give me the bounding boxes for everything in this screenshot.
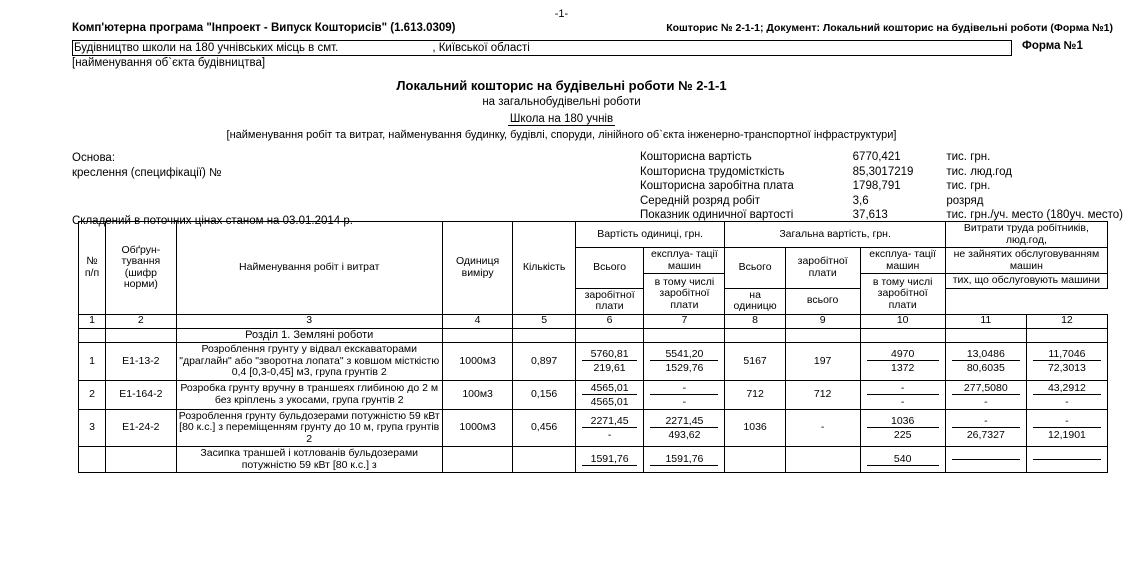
value-lower: - [900, 395, 905, 408]
value-upper: 13,0486 [952, 348, 1020, 361]
table-row[interactable] [79, 447, 1108, 473]
value-upper: 4970 [867, 348, 939, 361]
row-unit-cost-total [575, 380, 644, 409]
col-number: 9 [785, 314, 860, 328]
group-header-unit-cost: Вартість одиниці, грн. [575, 222, 725, 248]
row-unit: 1000м3 [442, 409, 513, 447]
row-basis-code: Е1-24-2 [106, 409, 177, 447]
col-header-tc-mach-sub: в тому числі заробітної плати [860, 274, 945, 315]
summary-value: 37,613 [852, 209, 888, 221]
value-upper: 540 [867, 453, 939, 466]
value-lower: 26,7327 [966, 428, 1005, 441]
value-upper: 43,2912 [1033, 382, 1101, 395]
col-header-tc-total: Всього [725, 248, 785, 289]
table-group-header-row [79, 222, 1108, 248]
row-unit-cost-machines [644, 409, 725, 447]
table-section-row [79, 328, 1108, 343]
value-upper: 2271,45 [650, 415, 718, 428]
col-header-uc-total-sub: заробітної плати [575, 288, 644, 314]
basis-and-summary [0, 151, 1123, 227]
summary-value: 6770,421 [852, 151, 901, 163]
object-name-part1: Будівництво школи на 180 учнівських місць в смт. [74, 42, 339, 54]
row-labor-total [1026, 343, 1107, 381]
value-upper: - [1033, 415, 1101, 428]
row-description: Розробка грунту вручну в траншеях глибиною до 2 м без кріплень з укосами, група грунтів 2 [176, 380, 442, 409]
col-header-qty: Кількість [513, 222, 575, 315]
value-upper: 11,7046 [1033, 348, 1101, 361]
section-cell-6 [575, 328, 644, 343]
object-name-part2: , Київської області [432, 42, 530, 54]
row-no [79, 447, 106, 473]
row-labor-per-unit [945, 447, 1026, 473]
value-lower: - [984, 395, 988, 408]
section-cell-qty [513, 328, 575, 343]
summary-label: Кошторисна вартість [640, 151, 752, 163]
row-unit-cost-machines [644, 343, 725, 381]
summary-label: Кошторисна заробітна плата [640, 180, 794, 192]
estimate-table [78, 221, 1108, 473]
col-header-labor-total: всього [785, 288, 860, 314]
row-total-cost-machines [860, 380, 945, 409]
value-lower: 225 [893, 428, 912, 441]
section-cell-8 [725, 328, 785, 343]
page-title: Локальний кошторис на будівельні роботи № 2-1-1 [396, 78, 727, 93]
summary-label: Кошторисна трудомісткість [640, 165, 785, 178]
row-quantity: 0,156 [513, 380, 575, 409]
summary-unit: тис. люд.год [946, 165, 1012, 178]
title-caption: [найменування робіт та витрат, найменування будинку, будівлі, споруди, лінійного об`єкта інженерно-транспортної інфраструктури] [226, 129, 897, 141]
value-upper: 1591,76 [650, 453, 718, 466]
row-total-cost-wage: 197 [785, 343, 860, 381]
row-unit: 1000м3 [442, 343, 513, 381]
row-quantity: 0,456 [513, 409, 575, 447]
value-upper: 1036 [867, 415, 939, 428]
row-description: Розроблення грунту бульдозерами потужністю 59 кВт [80 к.с.] з переміщенням грунту до 10 м, група грунтів 2 [176, 409, 442, 447]
row-no: 1 [79, 343, 106, 381]
summary-unit: тис. грн./уч. место (180уч. место) [946, 209, 1123, 221]
col-header-name: Найменування робіт і витрат [176, 222, 442, 315]
object-name-caption: [найменування об`єкта будівництва] [72, 57, 266, 69]
summary-value: 1798,791 [852, 180, 901, 192]
value-lower: 219,61 [593, 362, 626, 375]
title-object [0, 112, 1123, 127]
value-upper: 277,5080 [952, 382, 1020, 395]
value-lower [582, 466, 638, 467]
row-total-cost-total: 712 [725, 380, 785, 409]
col-number: 7 [644, 314, 725, 328]
col-header-tc-wage: заробітної плати [785, 248, 860, 289]
col-number: 12 [1026, 314, 1107, 328]
row-basis-code: Е1-13-2 [106, 343, 177, 381]
row-labor-total [1026, 380, 1107, 409]
value-upper: 1591,76 [582, 453, 638, 466]
table-row[interactable] [79, 380, 1108, 409]
program-title-line: Комп'ютерна програма "Інпроект - Випуск Кошторисів" (1.613.0309) [72, 22, 456, 34]
value-lower: - [1065, 395, 1069, 408]
row-total-cost-wage: - [785, 409, 860, 447]
value-upper: 4565,01 [582, 382, 638, 395]
title-subtitle: на загальнобудівельні роботи [482, 96, 641, 108]
col-header-uc-mach: експлуа- тації машин [644, 248, 725, 274]
row-total-cost-wage [785, 447, 860, 473]
col-number: 1 [79, 314, 106, 328]
value-upper: 5541,20 [650, 348, 718, 361]
row-labor-per-unit [945, 409, 1026, 447]
value-upper: - [650, 382, 718, 395]
row-labor-per-unit [945, 380, 1026, 409]
col-header-uc-total: Всього [575, 248, 644, 289]
value-lower: 4565,01 [590, 395, 629, 408]
section-cell-7 [644, 328, 725, 343]
row-no: 2 [79, 380, 106, 409]
basis-label: Основа: [72, 152, 116, 164]
value-lower: 493,62 [668, 428, 701, 441]
value-lower [867, 466, 939, 467]
value-lower: 72,3013 [1047, 362, 1086, 375]
value-lower [650, 466, 718, 467]
summary-value: 85,3017219 [852, 165, 914, 178]
col-number: 10 [860, 314, 945, 328]
section-cell-9 [785, 328, 860, 343]
basis-drawing-line: креслення (специфікації) № [72, 167, 222, 179]
row-description: Розроблення грунту у відвал екскаваторами "драглайн" або "зворотна лопата" з ковшом місткістю 0,4 [0,3-0,45] м3, група грунтів 2 [176, 343, 442, 381]
summary-label: Показник одиничної вартості [640, 209, 794, 221]
top-header-bar [0, 0, 1123, 36]
value-lower: 1372 [890, 362, 915, 375]
row-quantity [513, 447, 575, 473]
table-column-number-row [79, 314, 1108, 328]
value-upper: - [867, 382, 939, 395]
summary-label: Середній розряд робіт [640, 194, 761, 207]
value-lower: 1529,76 [665, 362, 704, 375]
section-cell-10 [860, 328, 945, 343]
value-upper: 5760,81 [582, 348, 638, 361]
col-header-uc-mach-sub: в тому числі заробітної плати [644, 274, 725, 315]
col-number: 2 [106, 314, 177, 328]
summary-unit: тис. грн. [946, 151, 991, 163]
col-number: 5 [513, 314, 575, 328]
row-total-cost-machines [860, 409, 945, 447]
col-header-labor-not-serving: не зайнятих обслуговуванням машин [945, 248, 1107, 274]
summary-row [640, 180, 1123, 195]
table-row[interactable] [79, 409, 1108, 447]
row-no: 3 [79, 409, 106, 447]
col-number: 6 [575, 314, 644, 328]
value-lower: 12,1901 [1047, 428, 1086, 441]
row-unit-cost-total [575, 409, 644, 447]
group-header-total-cost: Загальна вартість, грн. [725, 222, 945, 248]
col-header-no: № п/п [79, 222, 106, 315]
group-header-labor: Витрати труда робітників, люд.год, [945, 222, 1107, 248]
col-header-basis: Обґрун- тування (шифр норми) [106, 222, 177, 315]
value-upper: - [952, 415, 1020, 428]
row-unit-cost-machines [644, 447, 725, 473]
section-cell-basis [106, 328, 177, 343]
summary-unit: розряд [946, 194, 984, 207]
title-block [0, 78, 1123, 143]
row-unit-cost-total [575, 343, 644, 381]
table-row[interactable] [79, 343, 1108, 381]
row-total-cost-machines [860, 343, 945, 381]
summary-row [640, 195, 1123, 210]
value-lower: - [607, 428, 612, 441]
col-number: 4 [442, 314, 513, 328]
summary-row [640, 166, 1123, 181]
col-header-labor-serving: тих, що обслуговують машини [945, 274, 1107, 289]
page-number: -1- [554, 8, 569, 20]
summary-block [640, 151, 1123, 224]
row-total-cost-machines [860, 447, 945, 473]
value-lower: 80,6035 [966, 362, 1005, 375]
section-title: Розділ 1. Земляні роботи [176, 328, 442, 343]
summary-table [640, 151, 1123, 224]
col-header-unit: Одиниця виміру [442, 222, 513, 315]
col-number: 3 [176, 314, 442, 328]
section-cell-no [79, 328, 106, 343]
section-cell-unit [442, 328, 513, 343]
row-basis-code: Е1-164-2 [106, 380, 177, 409]
row-total-cost-total: 1036 [725, 409, 785, 447]
summary-row [640, 151, 1123, 166]
row-labor-per-unit [945, 343, 1026, 381]
title-object-text: Школа на 180 учнів [509, 113, 614, 125]
row-labor-total [1026, 409, 1107, 447]
row-unit-cost-machines [644, 380, 725, 409]
value-lower [1033, 460, 1101, 461]
col-number: 8 [725, 314, 785, 328]
row-quantity: 0,897 [513, 343, 575, 381]
summary-value: 3,6 [852, 194, 869, 207]
estimate-table-wrapper [78, 221, 1108, 473]
section-cell-12 [1026, 328, 1107, 343]
col-header-tc-mach: експлуа- тації машин [860, 248, 945, 274]
row-total-cost-total: 5167 [725, 343, 785, 381]
summary-unit: тис. грн. [946, 180, 991, 192]
object-name-block [0, 40, 1123, 72]
row-unit-cost-total [575, 447, 644, 473]
form-number-label: Форма №1 [1022, 40, 1083, 52]
row-basis-code [106, 447, 177, 473]
compiled-date-line: Складений в поточних цінах станом на 03.01.2014 р. [72, 215, 353, 227]
value-lower: - [682, 395, 687, 408]
object-name-field[interactable] [72, 40, 1012, 56]
value-upper: 2271,45 [582, 415, 638, 428]
section-cell-11 [945, 328, 1026, 343]
document-reference-line: Кошторис № 2-1-1; Документ: Локальний кошторис на будівельні роботи (Форма №1) [666, 22, 1113, 34]
row-description: Засипка траншей і котлованів бульдозерами потужністю 59 кВт [80 к.с.] з [176, 447, 442, 473]
row-labor-total [1026, 447, 1107, 473]
row-unit [442, 447, 513, 473]
col-number: 11 [945, 314, 1026, 328]
col-header-labor-per-unit: на одиницю [725, 288, 785, 314]
row-unit: 100м3 [442, 380, 513, 409]
value-lower [952, 460, 1020, 461]
basis-block [72, 151, 221, 181]
row-total-cost-wage: 712 [785, 380, 860, 409]
row-total-cost-total [725, 447, 785, 473]
